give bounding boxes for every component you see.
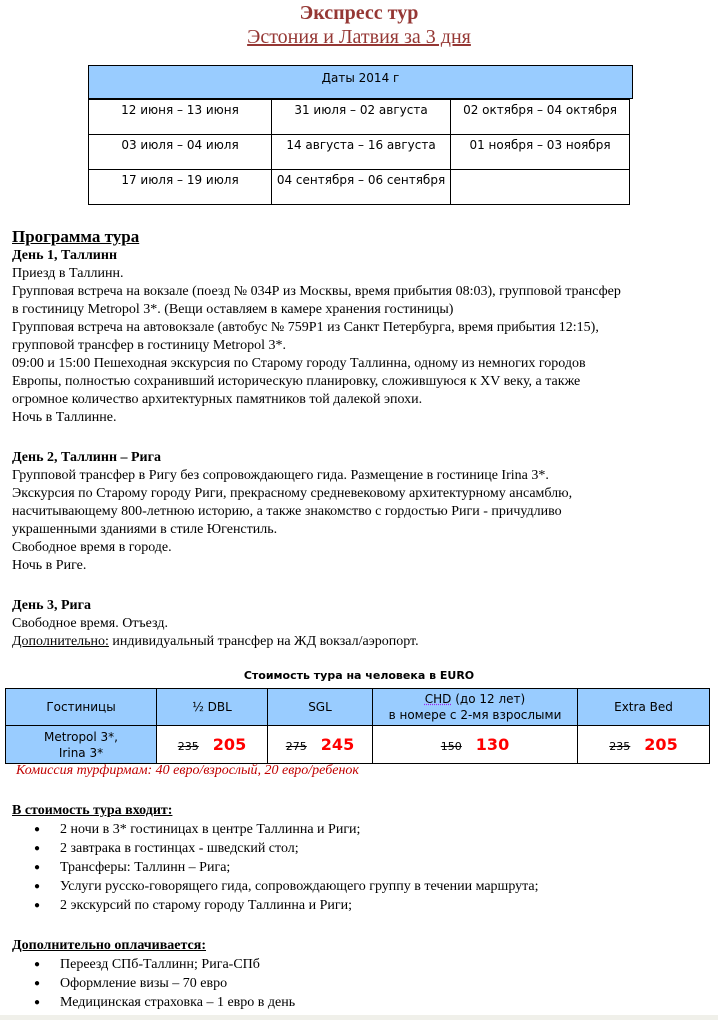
day-3-extra	[12, 633, 712, 651]
date-cell	[451, 170, 630, 205]
list-item: ● Услуги русско-говорящего гида, сопровождающего группу в течении маршрута;	[12, 877, 712, 896]
day-1-line: Ночь в Таллинне.	[12, 410, 117, 425]
day-2-line: Групповой трансфер в Ригу без сопровождающего гида. Размещение в гостинице Irina 3*.	[12, 468, 549, 483]
col-chd	[373, 689, 578, 726]
day-2-section	[12, 449, 712, 575]
list-item: ● 2 экскурсий по старому городу Таллинна и Риги;	[12, 896, 712, 915]
price-cell-chd	[373, 726, 578, 764]
day-2-line: украшенными зданиями в стиле Югенстиль.	[12, 522, 278, 537]
day-2-line: Экскурсия по Старому городу Риги, прекрасному средневековому архитектурному ансамблю,	[12, 486, 573, 501]
chd-abbr: CHD	[424, 692, 452, 706]
day-1-line: 09:00 и 15:00 Пешеходная экскурсия по Старому городу Таллинна, одному из немногих городов	[12, 356, 586, 371]
document-subtitle: Эстония и Латвия за 3 дня	[247, 26, 471, 48]
old-price: 150	[440, 740, 462, 753]
col-extra-bed: Extra Bed	[578, 689, 710, 726]
list-item: ● Переезд СПб-Таллинн; Рига-СПб	[12, 955, 712, 974]
list-item: ● 2 завтрака в гостинцах - шведский стол;	[12, 839, 712, 858]
table-row	[89, 170, 630, 205]
chd-note: в номере с 2-мя взрослыми	[388, 708, 562, 722]
col-hotels: Гостиницы	[6, 689, 157, 726]
day-1-title: День 1, Таллинн	[12, 248, 118, 263]
old-price: 235	[609, 740, 631, 753]
day-2-title: День 2, Таллинн – Рига	[12, 450, 161, 465]
price-table	[5, 688, 710, 764]
extra-label: Дополнительно:	[12, 634, 109, 649]
date-cell: 01 ноября – 03 ноября	[451, 135, 630, 170]
day-1-line: Групповая встреча на вокзале (поезд № 034Р из Москвы, время прибытия 08:03), групповой трансфер	[12, 284, 621, 299]
old-price: 235	[177, 740, 199, 753]
new-price: 130	[475, 735, 510, 754]
extra-paid-section	[12, 937, 712, 1012]
extra-paid-list	[12, 955, 712, 1012]
included-list	[12, 820, 712, 915]
date-cell: 03 июля – 04 июля	[89, 135, 272, 170]
col-half-dbl: ½ DBL	[157, 689, 268, 726]
price-cell-dbl	[157, 726, 268, 764]
day-3-line: Свободное время. Отъезд.	[12, 616, 168, 631]
dates-table	[88, 99, 630, 205]
price-cell-extra-bed	[578, 726, 710, 764]
day-1-line: в гостиницу Metropol 3*. (Вещи оставляем в камере хранения гостиницы)	[12, 302, 454, 317]
table-row	[89, 135, 630, 170]
program-section	[12, 227, 712, 427]
day-3-section	[12, 597, 712, 651]
program-title: Программа тура	[12, 227, 140, 246]
table-row	[89, 100, 630, 135]
chd-age: (до 12 лет)	[451, 692, 526, 706]
col-sgl: SGL	[268, 689, 373, 726]
commission-note: Комиссия турфирмам: 40 евро/взрослый, 20 евро/ребенок	[16, 763, 359, 778]
old-price: 275	[285, 740, 307, 753]
page-bottom-edge	[0, 1015, 718, 1020]
date-cell: 02 октября – 04 октября	[451, 100, 630, 135]
date-cell: 12 июня – 13 июня	[89, 100, 272, 135]
price-table-caption: Стоимость тура на человека в EURO	[243, 669, 475, 682]
date-cell: 14 августа – 16 августа	[272, 135, 451, 170]
day-1-line: Групповая встреча на автовокзале (автобус № 759Р1 из Санкт Петербурга, время прибытия 12:15),	[12, 320, 599, 335]
price-cell-sgl	[268, 726, 373, 764]
list-item: ● Медицинская страховка – 1 евро в день	[12, 993, 712, 1012]
document-title: Экспресс тур	[299, 2, 419, 24]
hotel-name: Metropol 3*,	[43, 729, 118, 744]
day-2-line: Ночь в Риге.	[12, 558, 87, 573]
new-price: 205	[644, 735, 678, 754]
included-title: В стоимость тура входит:	[12, 803, 173, 818]
hotel-cell	[6, 726, 157, 764]
day-2-line: насчитывающему 800-летнюю историю, а также знакомство с гордостью Риги - причудливо	[12, 504, 562, 519]
list-item: ● Оформление визы – 70 евро	[12, 974, 712, 993]
list-item: ● Трансферы: Таллинн – Рига;	[12, 858, 712, 877]
extra-paid-title: Дополнительно оплачивается:	[12, 938, 207, 953]
day-1-line: Европы, полностью сохранивший историческую планировку, сложившуюся к XV веку, а также	[12, 374, 581, 389]
date-cell: 31 июля – 02 августа	[272, 100, 451, 135]
day-1-line: групповой трансфер в гостиницу Metropol 3*.	[12, 338, 286, 353]
price-header-row	[6, 689, 710, 726]
dates-table-header: Даты 2014 г	[88, 65, 633, 99]
day-1-line: огромное количество архитектурных памятников той далекой эпохи.	[12, 392, 423, 407]
list-item: ● 2 ночи в 3* гостиницах в центре Таллинна и Риги;	[12, 820, 712, 839]
new-price: 245	[320, 735, 355, 754]
table-row	[6, 726, 710, 764]
extra-text: индивидуальный трансфер на ЖД вокзал/аэропорт.	[108, 634, 419, 649]
date-cell: 17 июля – 19 июля	[89, 170, 272, 205]
day-2-line: Свободное время в городе.	[12, 540, 172, 555]
included-section	[12, 802, 712, 915]
day-1-line: Приезд в Таллинн.	[12, 266, 124, 281]
new-price: 205	[212, 735, 247, 754]
day-3-title: День 3, Рига	[12, 598, 91, 613]
hotel-name: Irina 3*	[58, 745, 104, 760]
date-cell: 04 сентября – 06 сентября	[272, 170, 451, 205]
